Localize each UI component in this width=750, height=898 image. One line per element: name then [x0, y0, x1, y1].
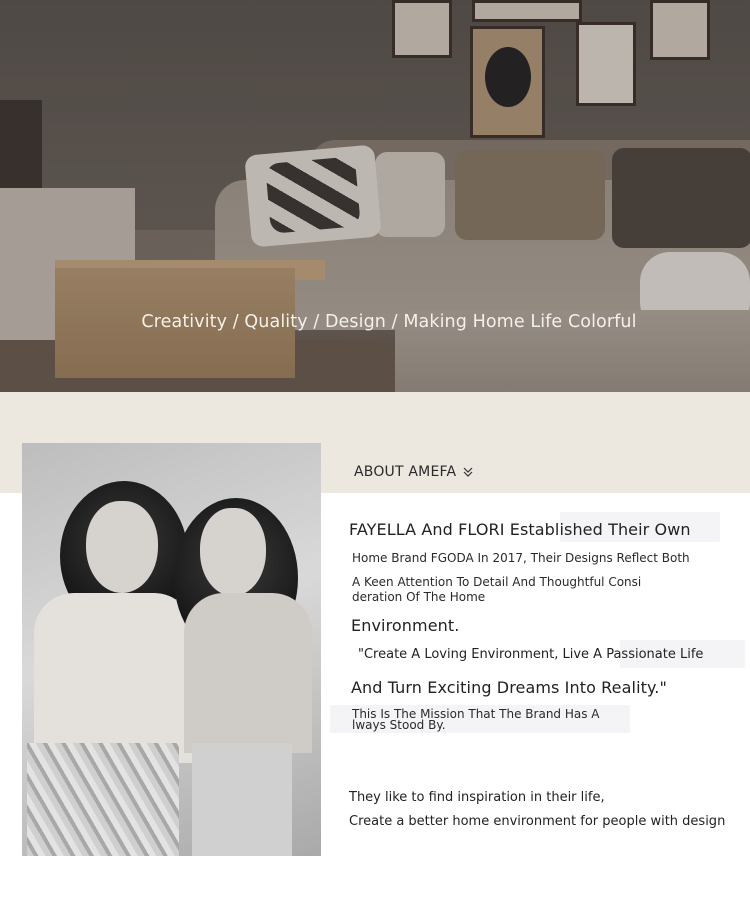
- about-line: FAYELLA And FLORI Established Their Own: [349, 520, 691, 539]
- sweater: [34, 593, 194, 763]
- pants: [192, 743, 292, 856]
- closing-line: Create a better home environment for people with design: [349, 814, 726, 829]
- about-line: deration Of The Home: [352, 590, 486, 604]
- about-title-label: ABOUT AMEFA: [354, 464, 457, 480]
- about-line: A Keen Attention To Detail And Thoughtful Consi: [352, 575, 642, 589]
- hero-overlay: [0, 0, 750, 392]
- hero-banner: [0, 0, 750, 392]
- about-line: lways Stood By.: [352, 718, 446, 732]
- sweater: [184, 593, 312, 753]
- face: [200, 508, 266, 596]
- about-quote: "Create A Loving Environment, Live A Passionate Life: [358, 647, 704, 662]
- founders-photo: [22, 443, 321, 856]
- skirt: [27, 743, 179, 856]
- about-title: [354, 464, 474, 480]
- about-line: Environment.: [351, 616, 460, 635]
- about-quote: And Turn Exciting Dreams Into Reality.": [351, 678, 667, 697]
- about-line: Home Brand FGODA In 2017, Their Designs Reflect Both: [352, 551, 690, 565]
- closing-line: They like to find inspiration in their life,: [349, 790, 605, 805]
- chevron-double-down-icon: [462, 466, 474, 478]
- about-line: This Is The Mission That The Brand Has A: [352, 707, 600, 721]
- hero-caption: Creativity / Quality / Design / Making Home Life Colorful: [141, 312, 637, 332]
- face: [86, 501, 158, 593]
